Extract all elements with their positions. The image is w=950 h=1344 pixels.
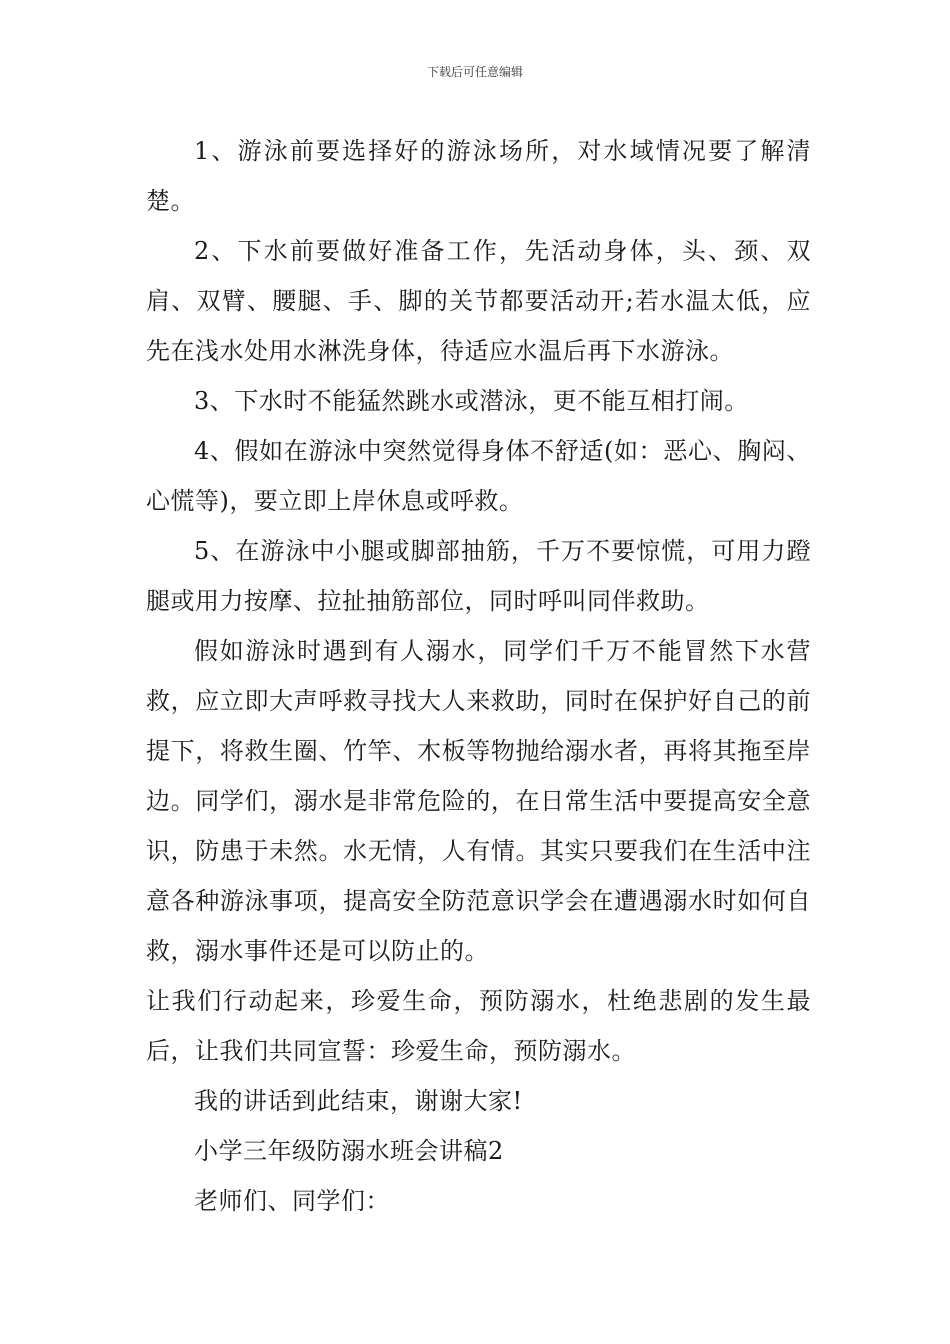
paragraph-closing: 我的讲话到此结束，谢谢大家! — [194, 1087, 523, 1115]
paragraph-tip-1: 1、游泳前要选择好的游泳场所，对水域情况要了解清楚。 — [146, 137, 811, 215]
paragraph-tip-2: 2、下水前要做好准备工作，先活动身体，头、颈、双肩、双臂、腰腿、手、脚的关节都要活动开;若水温太低，应先在浅水处用水淋洗身体，待适应水温后再下水游泳。 — [146, 237, 811, 365]
paragraph-rescue: 假如游泳时遇到有人溺水，同学们千万不能冒然下水营救，应立即大声呼救寻找大人来救助，同时在保护好自己的前提下，将救生圈、竹竿、木板等物抛给溺水者，再将其拖至岸边。同学们，溺水是非常危险的，在日常生活中要提高安全意识，防患于未然。水无情，人有情。其实只要我们在生活中注意各种游泳事项，提高安全防范意识学会在遭遇溺水时如何自救，溺水事件还是可以防止的。 — [146, 637, 811, 965]
paragraph-tip-4: 4、假如在游泳中突然觉得身体不舒适(如：恶心、胸闷、心慌等)，要立即上岸休息或呼救。 — [146, 437, 811, 515]
page-header: 下载后可任意编辑 — [426, 65, 523, 79]
paragraph-tip-3: 3、下水时不能猛然跳水或潜泳，更不能互相打闹。 — [194, 387, 749, 415]
document-body — [146, 126, 811, 1226]
salutation: 老师们、同学们： — [194, 1187, 390, 1215]
section-title: 小学三年级防溺水班会讲稿2 — [194, 1137, 504, 1165]
paragraph-tip-5: 5、在游泳中小腿或脚部抽筋，千万不要惊慌，可用力蹬腿或用力按摩、拉扯抽筋部位，同时呼叫同伴救助。 — [146, 537, 811, 615]
paragraph-pledge: 让我们行动起来，珍爱生命，预防溺水，杜绝悲剧的发生最后，让我们共同宣誓：珍爱生命，预防溺水。 — [146, 987, 811, 1065]
